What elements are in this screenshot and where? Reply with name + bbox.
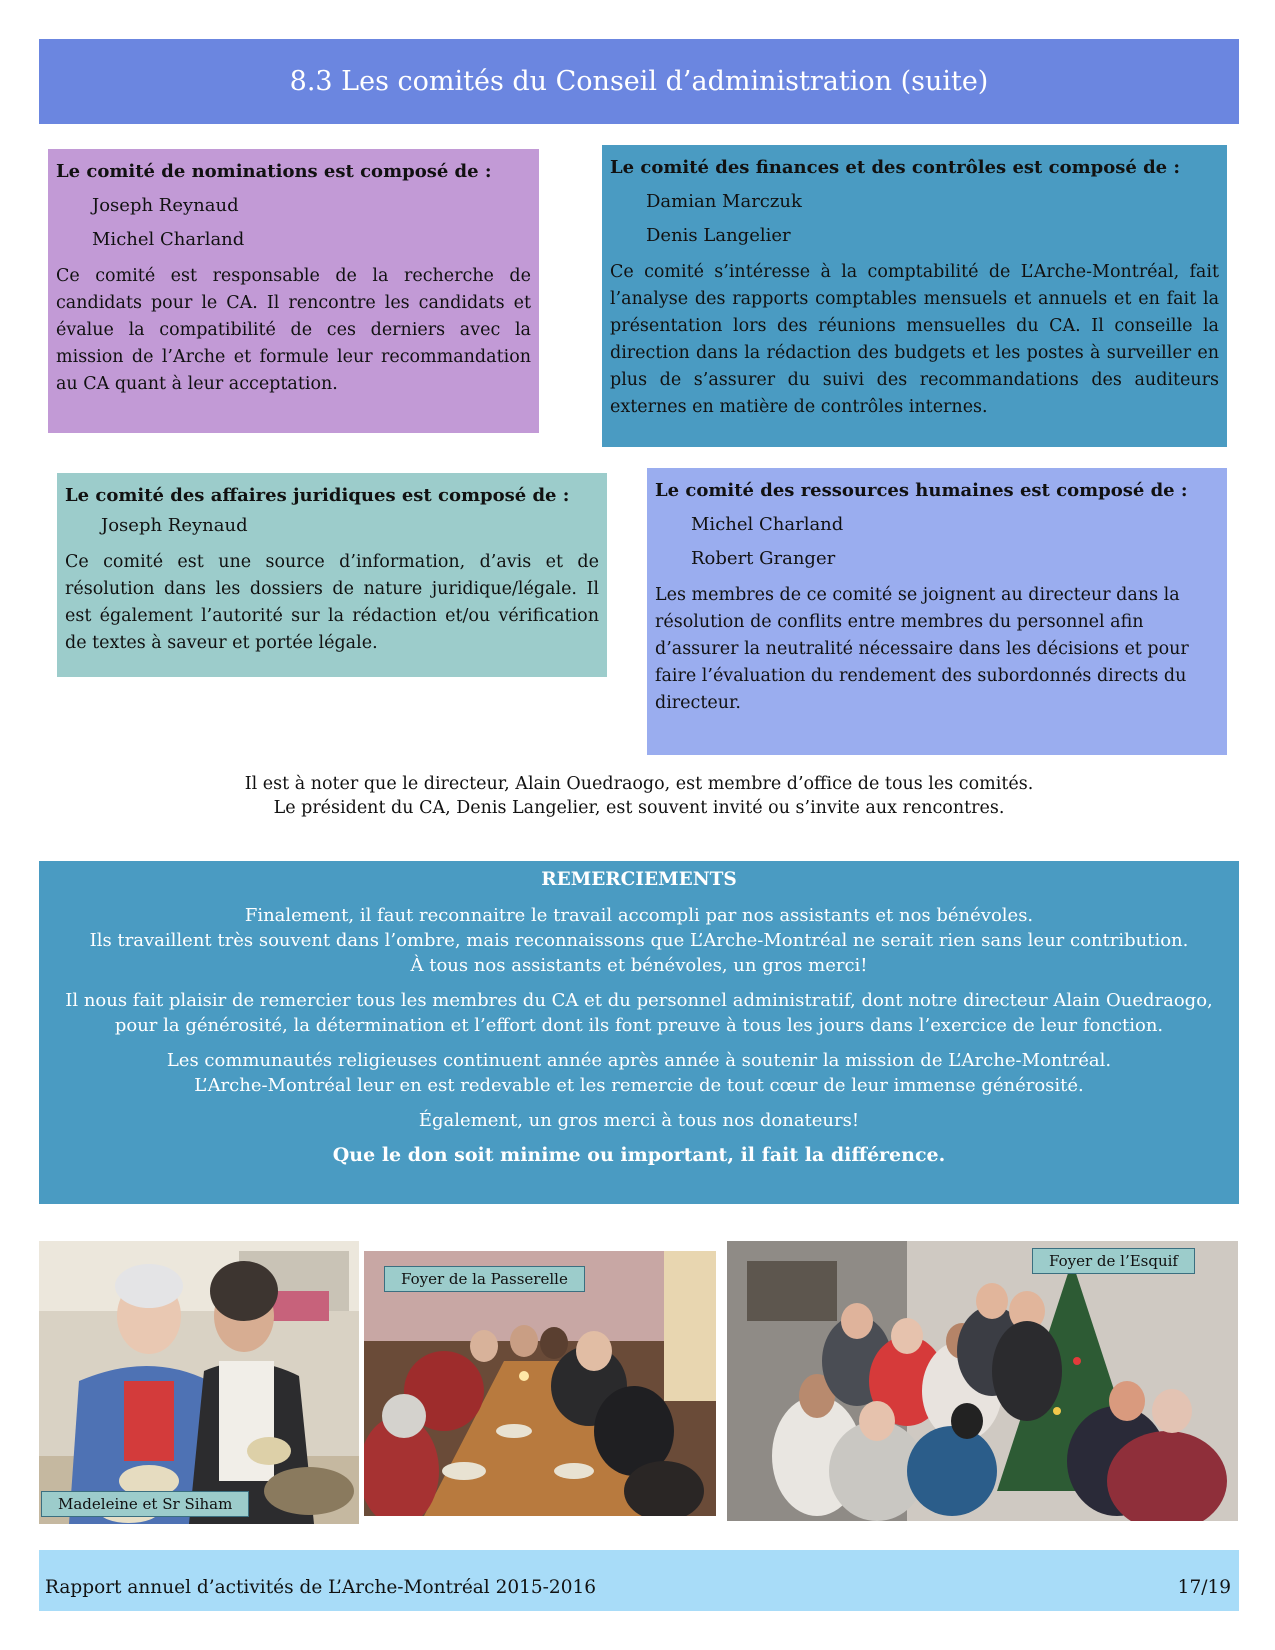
photo-caption: Foyer de l’Esquif: [1032, 1248, 1195, 1274]
committee-nominations-heading: Le comité de nominations est composé de :: [56, 161, 492, 182]
committee-nominations-description: Ce comité est responsable de la recherche de candidats pour le CA. Il rencontre les candidats et évalue la compatibilité de ces derniers avec la mission de l’Arche et formule leur recommandation au CA quant à leur acceptation.: [56, 266, 531, 394]
thanks-section: [39, 861, 1239, 1204]
thanks-line: Les communautés religieuses continuent année après année à soutenir la mission de L’Arche-Montréal.: [166, 1050, 1112, 1071]
page-title: 8.3 Les comités du Conseil d’administration (suite): [289, 66, 989, 97]
footer-report-title: Rapport annuel d’activités de L’Arche-Montréal 2015-2016: [45, 1577, 597, 1598]
director-note: [39, 772, 1239, 820]
committee-nominations-box: [48, 149, 539, 433]
photo-madeleine-siham: [39, 1241, 359, 1524]
thanks-line: Ils travaillent très souvent dans l’ombre, mais reconnaissons que L’Arche-Montréal ne serait rien sans leur contribution.: [89, 930, 1189, 951]
member-name: Joseph Reynaud: [101, 515, 248, 536]
thanks-paragraph-4: Également, un gros merci à tous nos donateurs!: [418, 1110, 860, 1131]
thanks-line: À tous nos assistants et bénévoles, un gros merci!: [410, 955, 868, 976]
member-name: Joseph Reynaud: [92, 195, 239, 216]
committee-legal-description: Ce comité est une source d’information, d’avis et de résolution dans les dossiers de nature juridique/légale. Il est également l’autorité sur la rédaction et/ou vérification de textes à saveur et portée légale.: [65, 552, 599, 653]
photo-foyer-passerelle: [364, 1251, 716, 1516]
member-name: Michel Charland: [691, 514, 844, 535]
committee-hr-heading: Le comité des ressources humaines est composé de :: [655, 480, 1188, 501]
committee-legal-box: [57, 473, 607, 677]
committee-finances-heading: Le comité des finances et des contrôles est composé de :: [610, 157, 1181, 178]
page-title-banner: [39, 39, 1239, 124]
photo-image: [727, 1241, 1238, 1521]
thanks-paragraph-3: [39, 1048, 1239, 1098]
committee-finances-box: [602, 145, 1227, 447]
committee-hr-description: Les membres de ce comité se joignent au directeur dans la résolution de conflits entre membres du personnel afin d’assurer la neutralité nécessaire dans les décisions et pour faire l’évaluation du rendement des subordonnés directs du directeur.: [655, 585, 1189, 713]
photo-caption: Madeleine et Sr Siham: [41, 1491, 249, 1517]
committee-hr-box: [647, 468, 1227, 755]
photo-foyer-esquif: [727, 1241, 1238, 1521]
note-line: Le président du CA, Denis Langelier, est souvent invité ou s’invite aux rencontres.: [273, 798, 1005, 818]
thanks-line: L’Arche-Montréal leur en est redevable et les remercie de tout cœur de leur immense générosité.: [194, 1075, 1084, 1096]
thanks-line: Finalement, il faut reconnaitre le travail accompli par nos assistants et nos bénévoles.: [244, 905, 1034, 926]
member-name: Denis Langelier: [646, 225, 791, 246]
member-name: Damian Marczuk: [646, 191, 802, 212]
page-footer: [39, 1550, 1239, 1611]
thanks-closing-line: Que le don soit minime ou important, il fait la différence.: [332, 1144, 946, 1166]
thanks-line: pour la générosité, la détermination et l’effort dont ils font preuve à tous les jours dans l’exercice de leur fonction.: [114, 1015, 1164, 1036]
thanks-paragraph-2: [39, 988, 1239, 1038]
committee-finances-description: Ce comité s’intéresse à la comptabilité de L’Arche-Montréal, fait l’analyse des rapports comptables mensuels et annuels et en fait la présentation lors des réunions mensuelles du CA. Il conseille la direction dans la rédaction des budgets et les postes à surveiller en plus de s’assurer du suivi des recommandations des auditeurs externes en matière de contrôles internes.: [610, 262, 1219, 417]
committee-legal-heading: Le comité des affaires juridiques est composé de :: [65, 485, 570, 506]
member-name: Robert Granger: [691, 548, 836, 569]
page-number: 17/19: [1177, 1577, 1231, 1598]
thanks-title: REMERCIEMENTS: [541, 869, 737, 890]
photo-caption: Foyer de la Passerelle: [384, 1266, 585, 1292]
thanks-line: Il nous fait plaisir de remercier tous les membres du CA et du personnel administratif, dont notre directeur Alain Ouedraogo,: [65, 990, 1213, 1011]
thanks-paragraph-1: [39, 903, 1239, 978]
member-name: Michel Charland: [92, 229, 245, 250]
note-line: Il est à noter que le directeur, Alain Ouedraogo, est membre d’office de tous les comités.: [244, 774, 1034, 794]
photo-image: [39, 1241, 359, 1524]
